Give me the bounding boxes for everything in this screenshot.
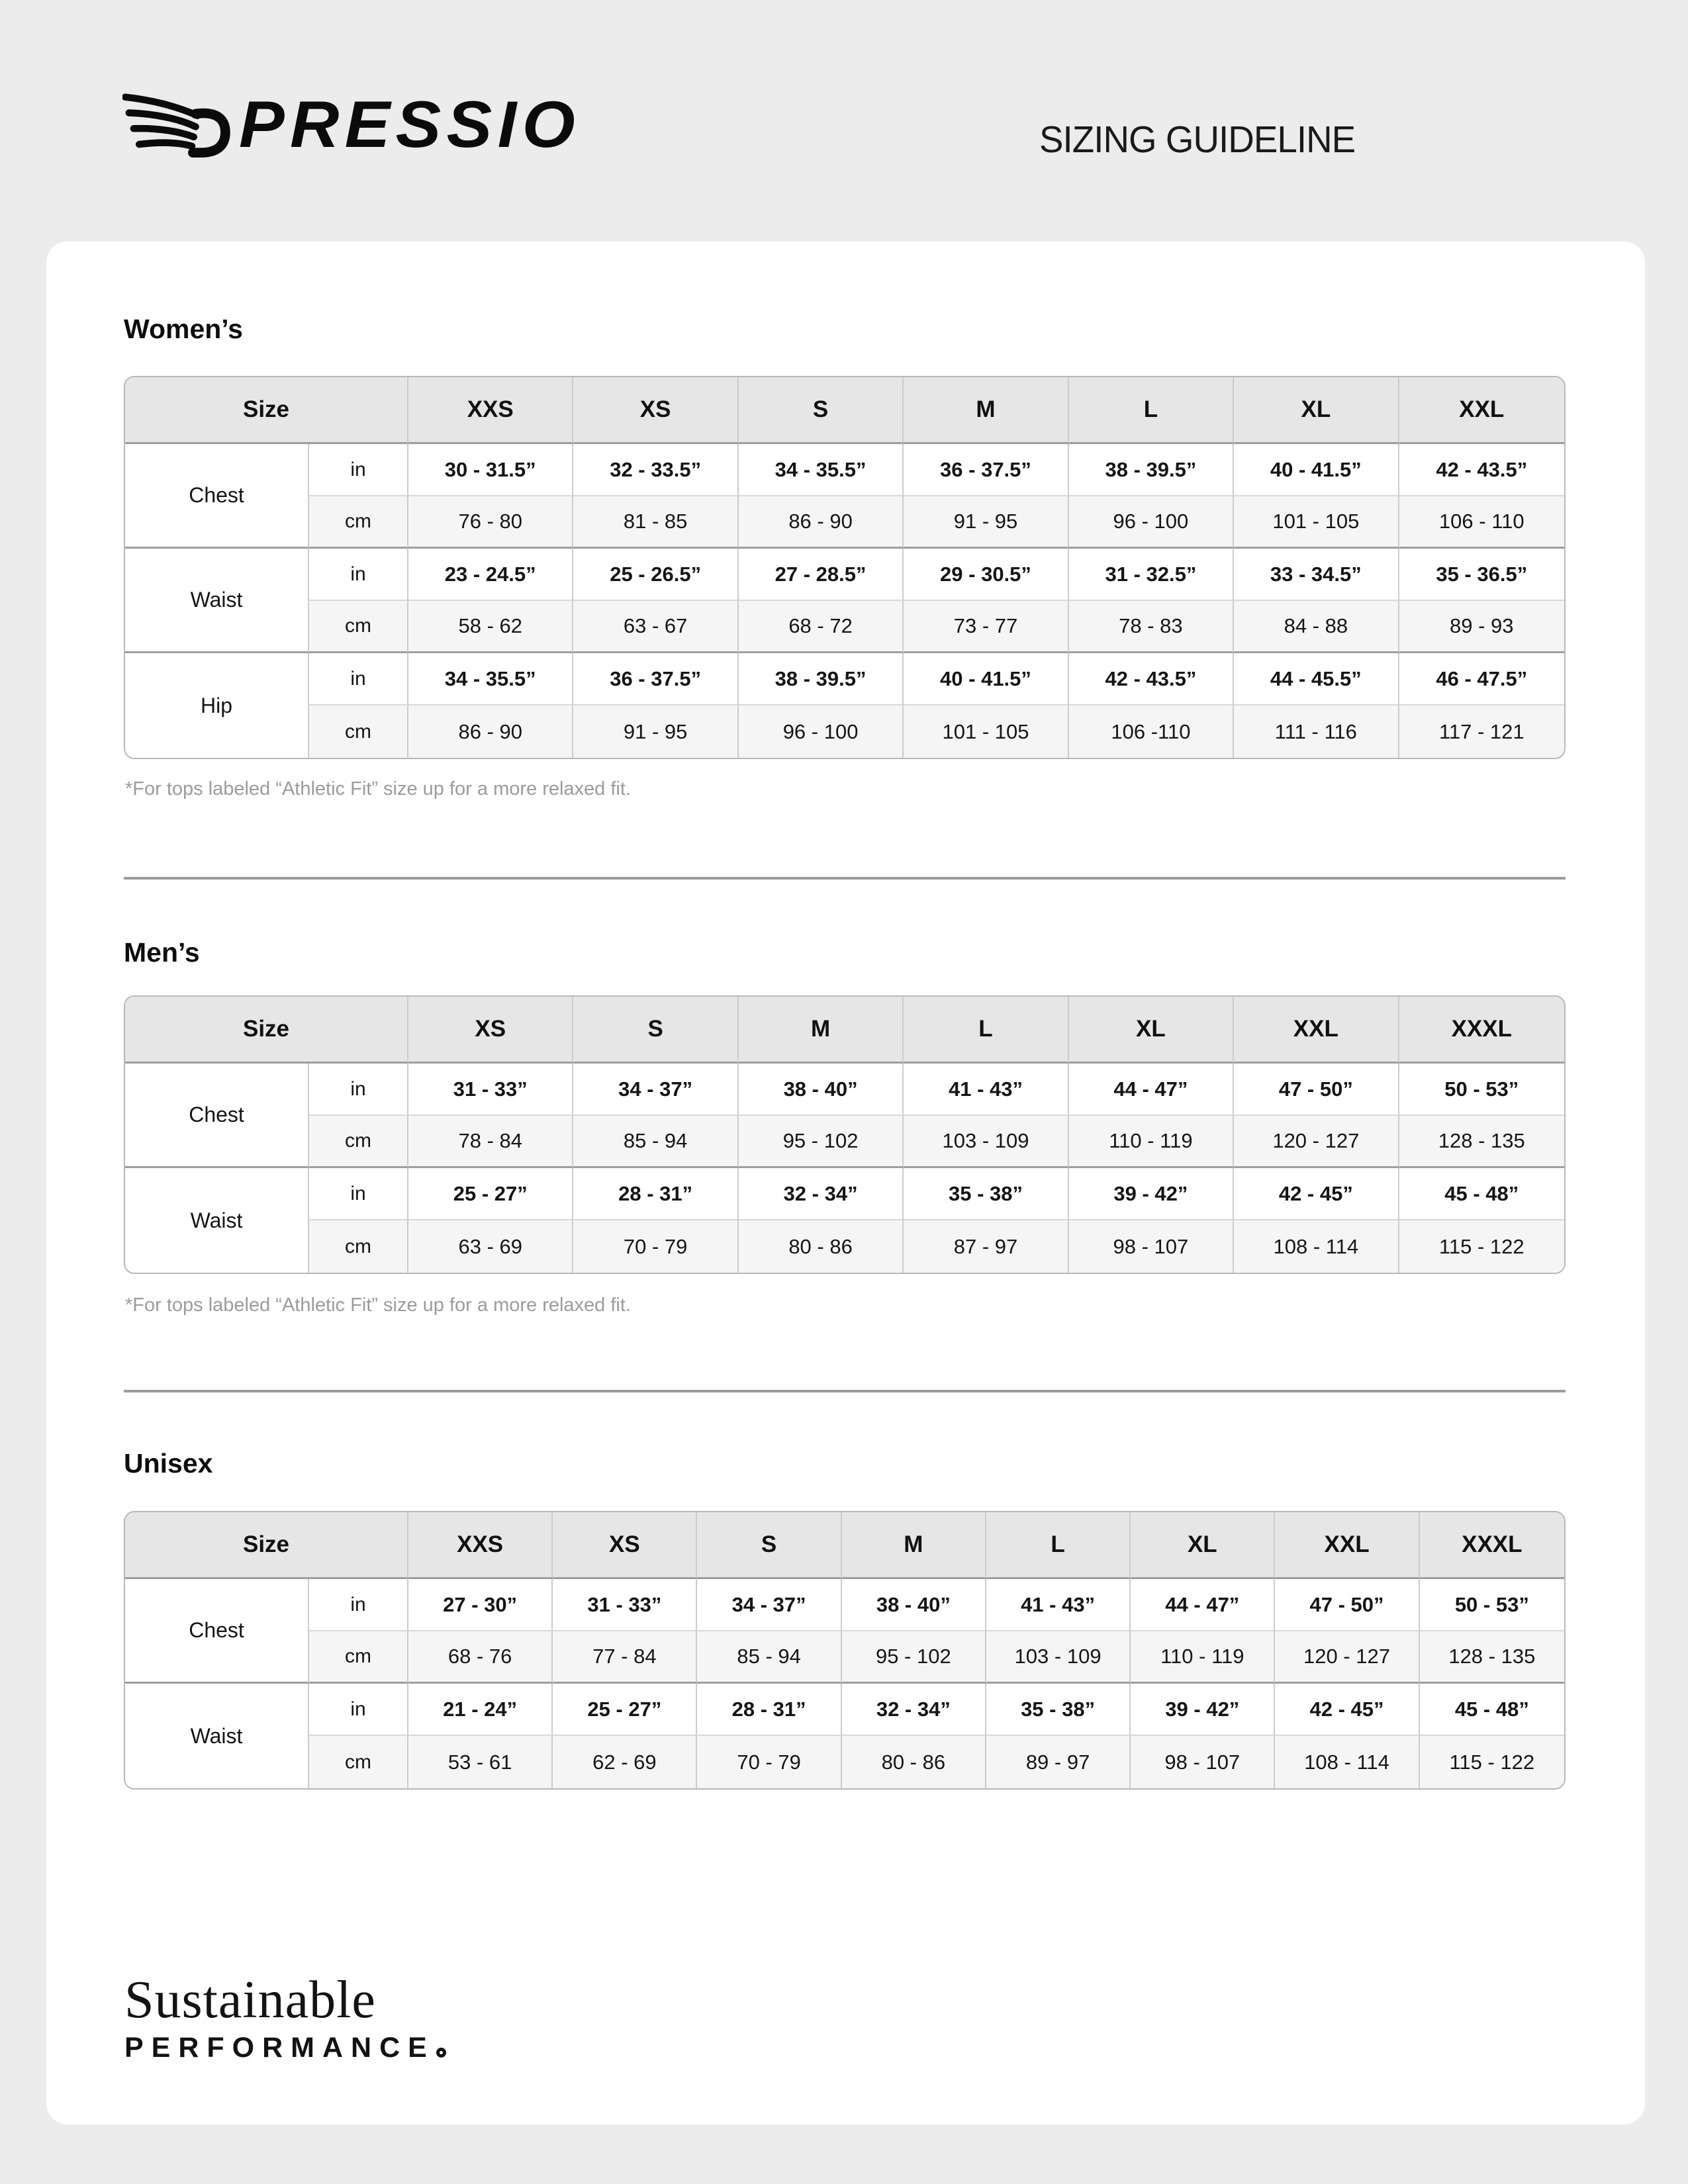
size-value-cell: 86 - 90 — [408, 705, 573, 758]
size-value-cell: 25 - 26.5” — [573, 549, 738, 601]
size-value-cell: 77 - 84 — [553, 1631, 697, 1684]
table-row — [125, 1736, 1564, 1788]
size-value-cell: 32 - 34” — [842, 1684, 986, 1736]
size-value-cell: 39 - 42” — [1069, 1168, 1234, 1220]
womens-footnote: *For tops labeled “Athletic Fit” size up for a more relaxed fit. — [125, 778, 631, 799]
size-column-header: XS — [573, 377, 738, 444]
size-value-cell: 103 - 109 — [986, 1631, 1131, 1684]
size-value-cell: 108 - 114 — [1275, 1736, 1419, 1788]
table-row — [125, 444, 1564, 496]
size-value-cell: 38 - 39.5” — [739, 653, 904, 705]
size-value-cell: 70 - 79 — [697, 1736, 841, 1788]
size-value-cell: 29 - 30.5” — [904, 549, 1068, 601]
size-value-cell: 106 - 110 — [1399, 496, 1564, 549]
table-row — [125, 1168, 1564, 1220]
size-value-cell: 96 - 100 — [739, 705, 904, 758]
size-value-cell: 50 - 53” — [1399, 1064, 1564, 1116]
mens-footnote: *For tops labeled “Athletic Fit” size up for a more relaxed fit. — [125, 1295, 631, 1316]
size-column-header: XXS — [408, 377, 573, 444]
unit-label-cell: cm — [309, 1631, 408, 1684]
size-value-cell: 68 - 76 — [408, 1631, 553, 1684]
pressio-wing-icon — [122, 87, 234, 161]
size-value-cell: 40 - 41.5” — [1234, 444, 1399, 496]
size-header-cell: Size — [125, 997, 408, 1064]
size-column-header: M — [739, 997, 904, 1064]
pressio-logo — [122, 86, 581, 162]
mens-size-table — [125, 997, 1564, 1273]
size-column-header: XXL — [1399, 377, 1564, 444]
size-value-cell: 32 - 33.5” — [573, 444, 738, 496]
size-value-cell: 73 - 77 — [904, 601, 1068, 653]
table-row — [125, 496, 1564, 549]
size-value-cell: 91 - 95 — [573, 705, 738, 758]
size-value-cell: 95 - 102 — [739, 1116, 904, 1168]
table-row — [125, 1116, 1564, 1168]
size-value-cell: 89 - 97 — [986, 1736, 1131, 1788]
size-value-cell: 36 - 37.5” — [573, 653, 738, 705]
table-row — [125, 1631, 1564, 1684]
section-title-mens: Men’s — [124, 937, 200, 968]
size-value-cell: 68 - 72 — [739, 601, 904, 653]
measurement-label-cell: Chest — [125, 444, 309, 549]
size-value-cell: 42 - 45” — [1275, 1684, 1419, 1736]
size-column-header: S — [573, 997, 738, 1064]
size-column-header: XXXL — [1399, 997, 1564, 1064]
womens-size-table — [124, 376, 1566, 759]
size-column-header: XXL — [1275, 1512, 1419, 1579]
footer-line-sustainable: Sustainable — [124, 1971, 376, 2029]
size-value-cell: 115 - 122 — [1399, 1220, 1564, 1273]
size-value-cell: 96 - 100 — [1069, 496, 1234, 549]
table-row — [125, 1220, 1564, 1273]
size-value-cell: 80 - 86 — [739, 1220, 904, 1273]
size-value-cell: 95 - 102 — [842, 1631, 986, 1684]
size-value-cell: 98 - 107 — [1069, 1220, 1234, 1273]
size-column-header: XL — [1234, 377, 1399, 444]
size-column-header: S — [697, 1512, 841, 1579]
size-value-cell: 110 - 119 — [1131, 1631, 1275, 1684]
unit-label-cell: in — [309, 1168, 408, 1220]
size-value-cell: 32 - 34” — [739, 1168, 904, 1220]
size-value-cell: 25 - 27” — [553, 1684, 697, 1736]
size-value-cell: 21 - 24” — [408, 1684, 553, 1736]
section-title-unisex: Unisex — [124, 1448, 213, 1479]
table-row — [125, 1064, 1564, 1116]
size-value-cell: 28 - 31” — [697, 1684, 841, 1736]
page-title: SIZING GUIDELINE — [1039, 118, 1356, 161]
size-value-cell: 120 - 127 — [1275, 1631, 1419, 1684]
size-value-cell: 31 - 33” — [408, 1064, 573, 1116]
size-value-cell: 81 - 85 — [573, 496, 738, 549]
size-value-cell: 46 - 47.5” — [1399, 653, 1564, 705]
unit-label-cell: cm — [309, 1220, 408, 1273]
unisex-size-table — [124, 1511, 1566, 1790]
size-value-cell: 42 - 45” — [1234, 1168, 1399, 1220]
section-divider — [124, 1390, 1566, 1392]
unit-label-cell: in — [309, 549, 408, 601]
size-value-cell: 31 - 33” — [553, 1579, 697, 1631]
size-value-cell: 53 - 61 — [408, 1736, 553, 1788]
size-value-cell: 41 - 43” — [986, 1579, 1131, 1631]
unit-label-cell: in — [309, 1579, 408, 1631]
unit-label-cell: in — [309, 1684, 408, 1736]
size-value-cell: 47 - 50” — [1275, 1579, 1419, 1631]
size-value-cell: 47 - 50” — [1234, 1064, 1399, 1116]
size-value-cell: 45 - 48” — [1399, 1168, 1564, 1220]
size-value-cell: 86 - 90 — [739, 496, 904, 549]
size-column-header: XXXL — [1420, 1512, 1564, 1579]
size-column-header: XS — [553, 1512, 697, 1579]
unit-label-cell: in — [309, 1064, 408, 1116]
size-column-header: XS — [408, 997, 573, 1064]
size-value-cell: 23 - 24.5” — [408, 549, 573, 601]
size-value-cell: 31 - 32.5” — [1069, 549, 1234, 601]
size-value-cell: 101 - 105 — [1234, 496, 1399, 549]
size-column-header: XXS — [408, 1512, 553, 1579]
measurement-label-cell: Hip — [125, 653, 309, 758]
size-header-cell: Size — [125, 1512, 408, 1579]
size-value-cell: 101 - 105 — [904, 705, 1068, 758]
size-value-cell: 103 - 109 — [904, 1116, 1068, 1168]
size-value-cell: 35 - 36.5” — [1399, 549, 1564, 601]
performance-text: PERFORMANCE — [124, 2032, 435, 2064]
unit-label-cell: cm — [309, 601, 408, 653]
measurement-label-cell: Chest — [125, 1064, 309, 1168]
measurement-label-cell: Waist — [125, 549, 309, 653]
mens-size-table — [124, 995, 1566, 1274]
size-value-cell: 89 - 93 — [1399, 601, 1564, 653]
size-value-cell: 36 - 37.5” — [904, 444, 1068, 496]
size-value-cell: 39 - 42” — [1131, 1684, 1275, 1736]
size-value-cell: 91 - 95 — [904, 496, 1068, 549]
size-value-cell: 27 - 28.5” — [739, 549, 904, 601]
size-value-cell: 62 - 69 — [553, 1736, 697, 1788]
size-value-cell: 35 - 38” — [986, 1684, 1131, 1736]
measurement-label-cell: Waist — [125, 1168, 309, 1273]
size-value-cell: 115 - 122 — [1420, 1736, 1564, 1788]
size-value-cell: 76 - 80 — [408, 496, 573, 549]
size-value-cell: 28 - 31” — [573, 1168, 738, 1220]
size-value-cell: 98 - 107 — [1131, 1736, 1275, 1788]
size-value-cell: 41 - 43” — [904, 1064, 1068, 1116]
size-column-header: XL — [1131, 1512, 1275, 1579]
size-value-cell: 70 - 79 — [573, 1220, 738, 1273]
size-column-header: L — [1069, 377, 1234, 444]
unit-label-cell: cm — [309, 1736, 408, 1788]
size-value-cell: 35 - 38” — [904, 1168, 1068, 1220]
size-value-cell: 87 - 97 — [904, 1220, 1068, 1273]
size-value-cell: 128 - 135 — [1420, 1631, 1564, 1684]
unit-label-cell: in — [309, 444, 408, 496]
table-row — [125, 653, 1564, 705]
size-value-cell: 34 - 37” — [697, 1579, 841, 1631]
size-value-cell: 120 - 127 — [1234, 1116, 1399, 1168]
size-value-cell: 30 - 31.5” — [408, 444, 573, 496]
size-value-cell: 58 - 62 — [408, 601, 573, 653]
size-column-header: S — [739, 377, 904, 444]
size-value-cell: 85 - 94 — [573, 1116, 738, 1168]
size-value-cell: 44 - 45.5” — [1234, 653, 1399, 705]
size-value-cell: 80 - 86 — [842, 1736, 986, 1788]
size-value-cell: 106 -110 — [1069, 705, 1234, 758]
size-value-cell: 38 - 39.5” — [1069, 444, 1234, 496]
size-column-header: L — [904, 997, 1068, 1064]
size-value-cell: 44 - 47” — [1131, 1579, 1275, 1631]
size-value-cell: 42 - 43.5” — [1399, 444, 1564, 496]
size-value-cell: 111 - 116 — [1234, 705, 1399, 758]
table-row — [125, 1579, 1564, 1631]
unit-label-cell: cm — [309, 705, 408, 758]
measurement-label-cell: Waist — [125, 1684, 309, 1788]
size-value-cell: 34 - 35.5” — [739, 444, 904, 496]
size-header-cell: Size — [125, 377, 408, 444]
size-value-cell: 128 - 135 — [1399, 1116, 1564, 1168]
size-value-cell: 63 - 69 — [408, 1220, 573, 1273]
table-row — [125, 705, 1564, 758]
size-column-header: M — [842, 1512, 986, 1579]
size-value-cell: 110 - 119 — [1069, 1116, 1234, 1168]
size-value-cell: 78 - 84 — [408, 1116, 573, 1168]
size-value-cell: 108 - 114 — [1234, 1220, 1399, 1273]
size-column-header: XL — [1069, 997, 1234, 1064]
womens-size-table — [125, 377, 1564, 758]
size-value-cell: 117 - 121 — [1399, 705, 1564, 758]
unit-label-cell: cm — [309, 1116, 408, 1168]
size-value-cell: 50 - 53” — [1420, 1579, 1564, 1631]
table-row — [125, 549, 1564, 601]
sustainable-performance-logo — [124, 1971, 446, 2064]
ring-mark-icon — [436, 2048, 446, 2058]
size-value-cell: 27 - 30” — [408, 1579, 553, 1631]
brand-name: PRESSIO — [239, 87, 581, 161]
size-value-cell: 34 - 35.5” — [408, 653, 573, 705]
size-value-cell: 33 - 34.5” — [1234, 549, 1399, 601]
size-value-cell: 63 - 67 — [573, 601, 738, 653]
size-value-cell: 40 - 41.5” — [904, 653, 1068, 705]
size-value-cell: 85 - 94 — [697, 1631, 841, 1684]
size-value-cell: 42 - 43.5” — [1069, 653, 1234, 705]
unit-label-cell: cm — [309, 496, 408, 549]
size-column-header: L — [986, 1512, 1131, 1579]
section-title-womens: Women’s — [124, 314, 243, 344]
table-row — [125, 1684, 1564, 1736]
unisex-size-table — [125, 1512, 1564, 1788]
size-value-cell: 25 - 27” — [408, 1168, 573, 1220]
section-divider — [124, 877, 1566, 880]
size-value-cell: 45 - 48” — [1420, 1684, 1564, 1736]
size-value-cell: 38 - 40” — [739, 1064, 904, 1116]
size-value-cell: 84 - 88 — [1234, 601, 1399, 653]
measurement-label-cell: Chest — [125, 1579, 309, 1684]
size-value-cell: 78 - 83 — [1069, 601, 1234, 653]
footer-line-performance — [124, 2032, 446, 2064]
size-value-cell: 44 - 47” — [1069, 1064, 1234, 1116]
size-value-cell: 38 - 40” — [842, 1579, 986, 1631]
size-value-cell: 34 - 37” — [573, 1064, 738, 1116]
size-column-header: XXL — [1234, 997, 1399, 1064]
size-column-header: M — [904, 377, 1068, 444]
table-row — [125, 601, 1564, 653]
unit-label-cell: in — [309, 653, 408, 705]
